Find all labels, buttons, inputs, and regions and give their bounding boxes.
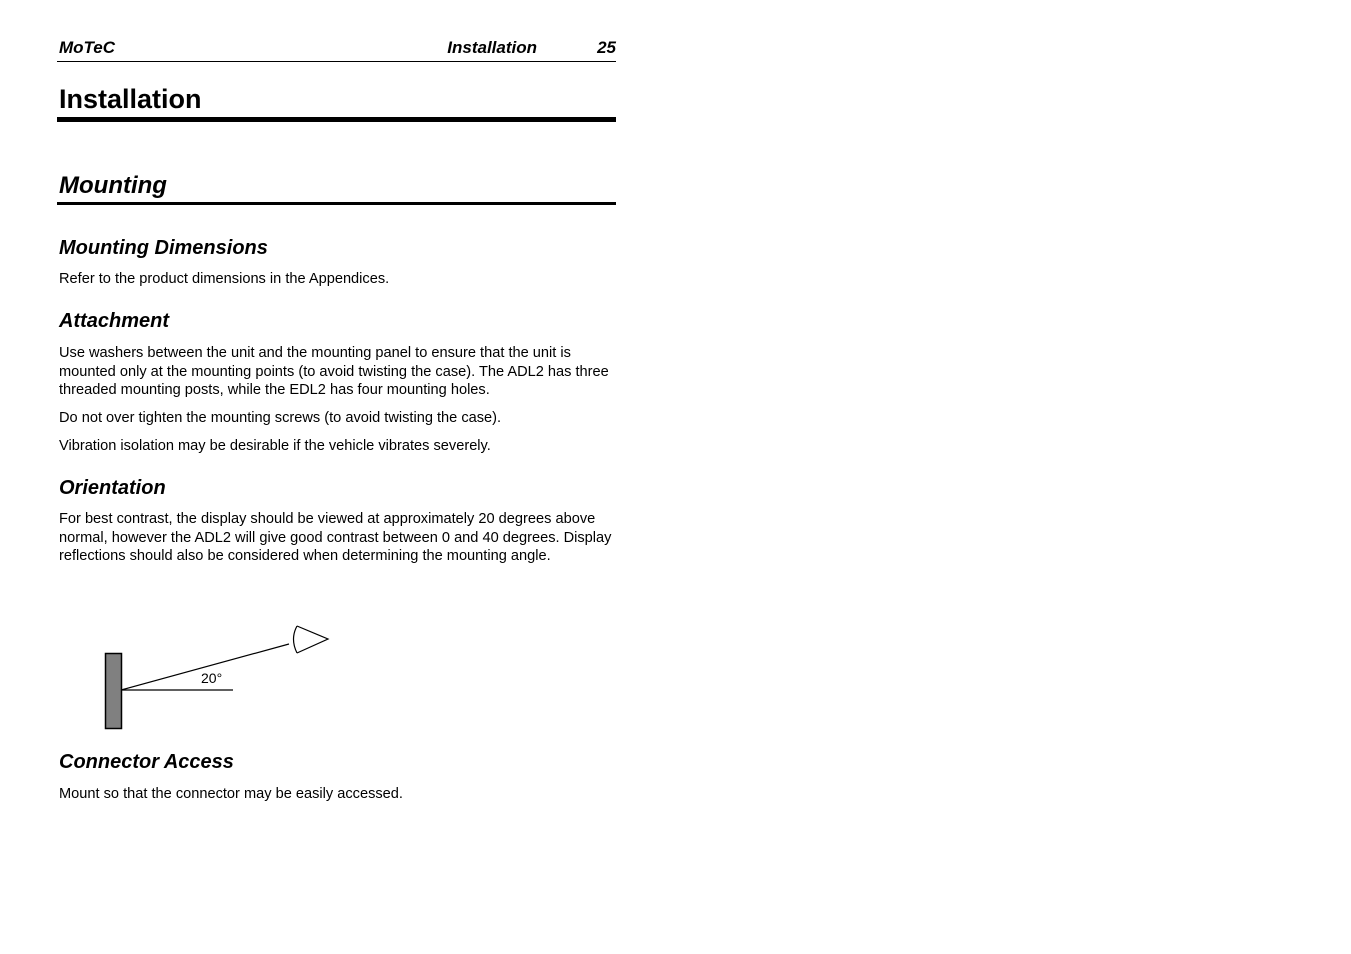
chapter-title: Installation	[59, 84, 202, 114]
running-header	[57, 37, 616, 62]
orientation-text: For best contrast, the display should be viewed at approximately 20 degrees above normal, however the ADL2 will give good contrast between 0 and 40 degrees. Display reflections should also be considered when determining the mounting angle.	[59, 511, 612, 565]
attachment-paragraph-3: Vibration isolation may be desirable if the vehicle vibrates severely.	[59, 438, 491, 454]
display-panel-shape	[106, 654, 122, 729]
header-brand: MoTeC	[59, 38, 116, 57]
mounting-dimensions-heading: Mounting Dimensions	[59, 237, 268, 259]
connector-access-text: Mount so that the connector may be easily accessed.	[59, 786, 403, 802]
chapter-rule	[57, 117, 616, 122]
mounting-dimensions-text: Refer to the product dimensions in the Appendices.	[59, 271, 390, 287]
eye-lens-icon	[294, 626, 298, 653]
viewing-angle-diagram	[57, 610, 357, 740]
orientation-heading: Orientation	[59, 477, 166, 499]
attachment-paragraph-2: Do not over tighten the mounting screws (to avoid twisting the case).	[59, 410, 502, 426]
header-section: Installation	[447, 38, 537, 57]
angle-label: 20°	[201, 670, 223, 686]
connector-access-heading: Connector Access	[59, 751, 234, 773]
section-title: Mounting	[59, 172, 167, 199]
eye-icon	[297, 626, 328, 653]
attachment-heading: Attachment	[59, 310, 170, 332]
attachment-paragraph-1: Use washers between the unit and the mounting panel to ensure that the unit is mounted only at the mounting points (to avoid twisting the case). The ADL2 has three threaded mounting posts, while the EDL2 has four mounting holes.	[59, 345, 609, 399]
header-page-number: 25	[597, 38, 616, 57]
section-rule	[57, 202, 616, 205]
